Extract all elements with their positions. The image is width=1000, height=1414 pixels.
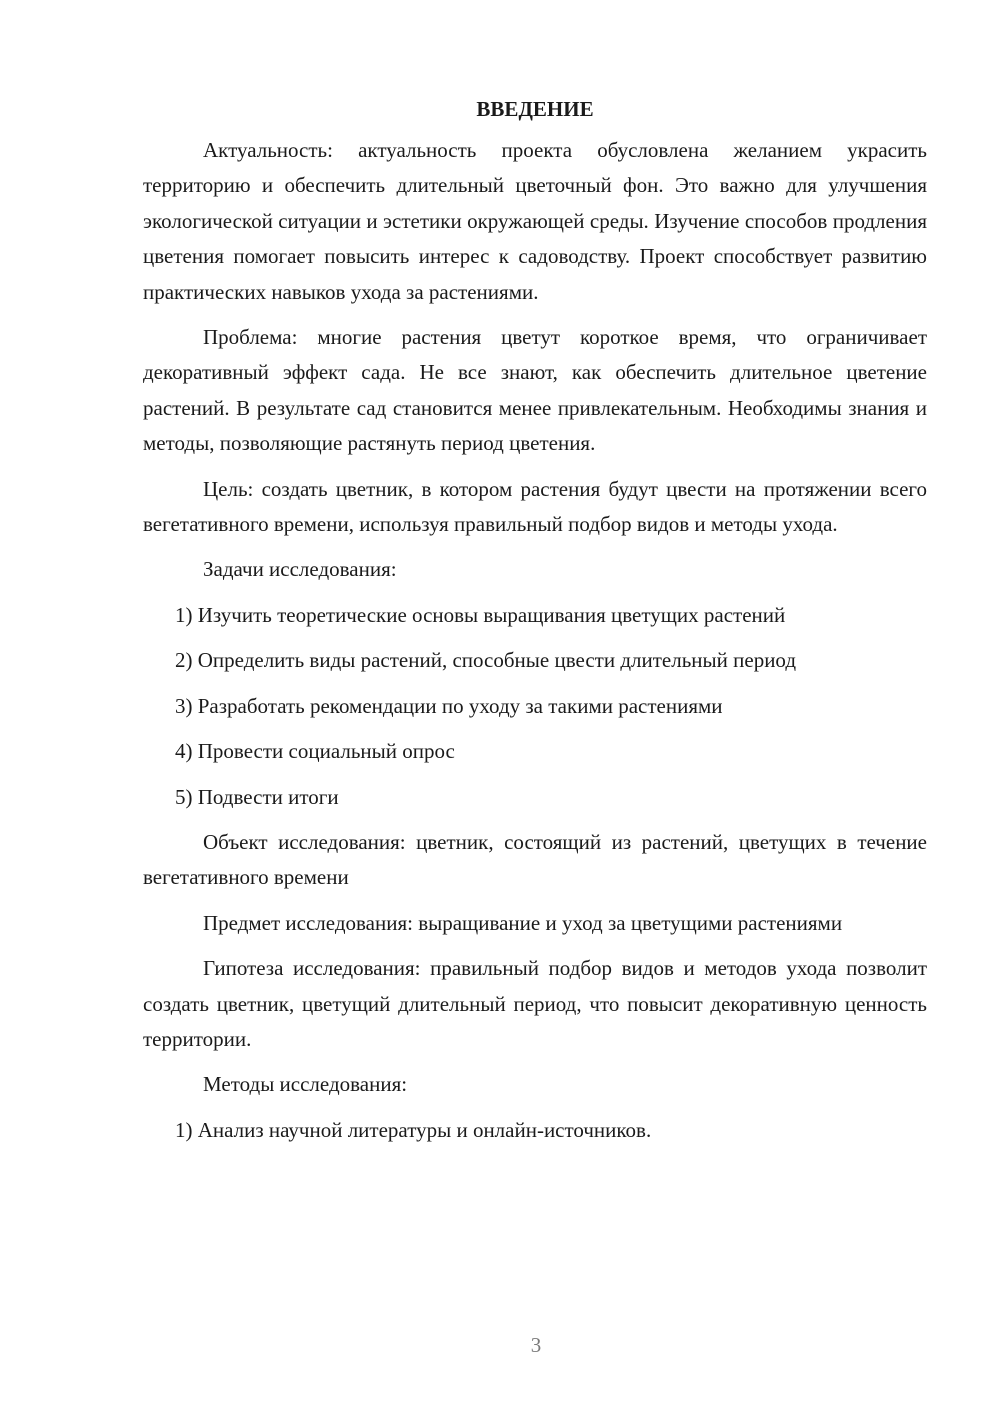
hypothesis-paragraph: Гипотеза исследования: правильный подбор видов и методов ухода позволит создать цветник, цветущий длительный период, что повысит декоративную ценность территории. (143, 956, 927, 1051)
goal-paragraph: Цель: создать цветник, в котором растения будут цвести на протяжении всего вегетативного времени, используя правильный подбор видов и методы ухода. (143, 476, 927, 537)
subject-paragraph: Предмет исследования: выращивание и уход за цветущими растениями (203, 910, 843, 935)
methods-heading: Методы исследования: (203, 1072, 408, 1097)
task-item: 1) Изучить теоретические основы выращивания цветущих растений (175, 602, 786, 627)
relevance-paragraph: Актуальность: актуальность проекта обусловлена желанием украсить территорию и обеспечить длительный цветочный фон. Это важно для улучшения экологической ситуации и эстетики окружающей среды. Изучение способов продления цветения помогает повысить интерес к садоводству. Проект способствует развитию практических навыков ухода за растениями. (143, 138, 927, 304)
page-title: ВВЕДЕНИЕ (476, 97, 594, 121)
task-item: 5) Подвести итоги (175, 784, 339, 809)
object-paragraph: Объект исследования: цветник, состоящий из растений, цветущих в течение вегетативного времени (143, 829, 927, 890)
task-item: 2) Определить виды растений, способные цвести длительный период (175, 648, 797, 673)
method-item: 1) Анализ научной литературы и онлайн-источников. (175, 1117, 652, 1142)
problem-paragraph: Проблема: многие растения цветут короткое время, что ограничивает декоративный эффект сада. Не все знают, как обеспечить длительное цветение растений. В результате сад становится менее привлекательным. Необходимы знания и методы, позволяющие растянуть период цветения. (143, 325, 927, 456)
page-number: 3 (530, 1333, 542, 1357)
document-body (143, 92, 927, 1148)
task-item: 4) Провести социальный опрос (175, 739, 455, 764)
tasks-heading: Задачи исследования: (203, 557, 397, 582)
task-item: 3) Разработать рекомендации по уходу за такими растениями (175, 693, 723, 718)
